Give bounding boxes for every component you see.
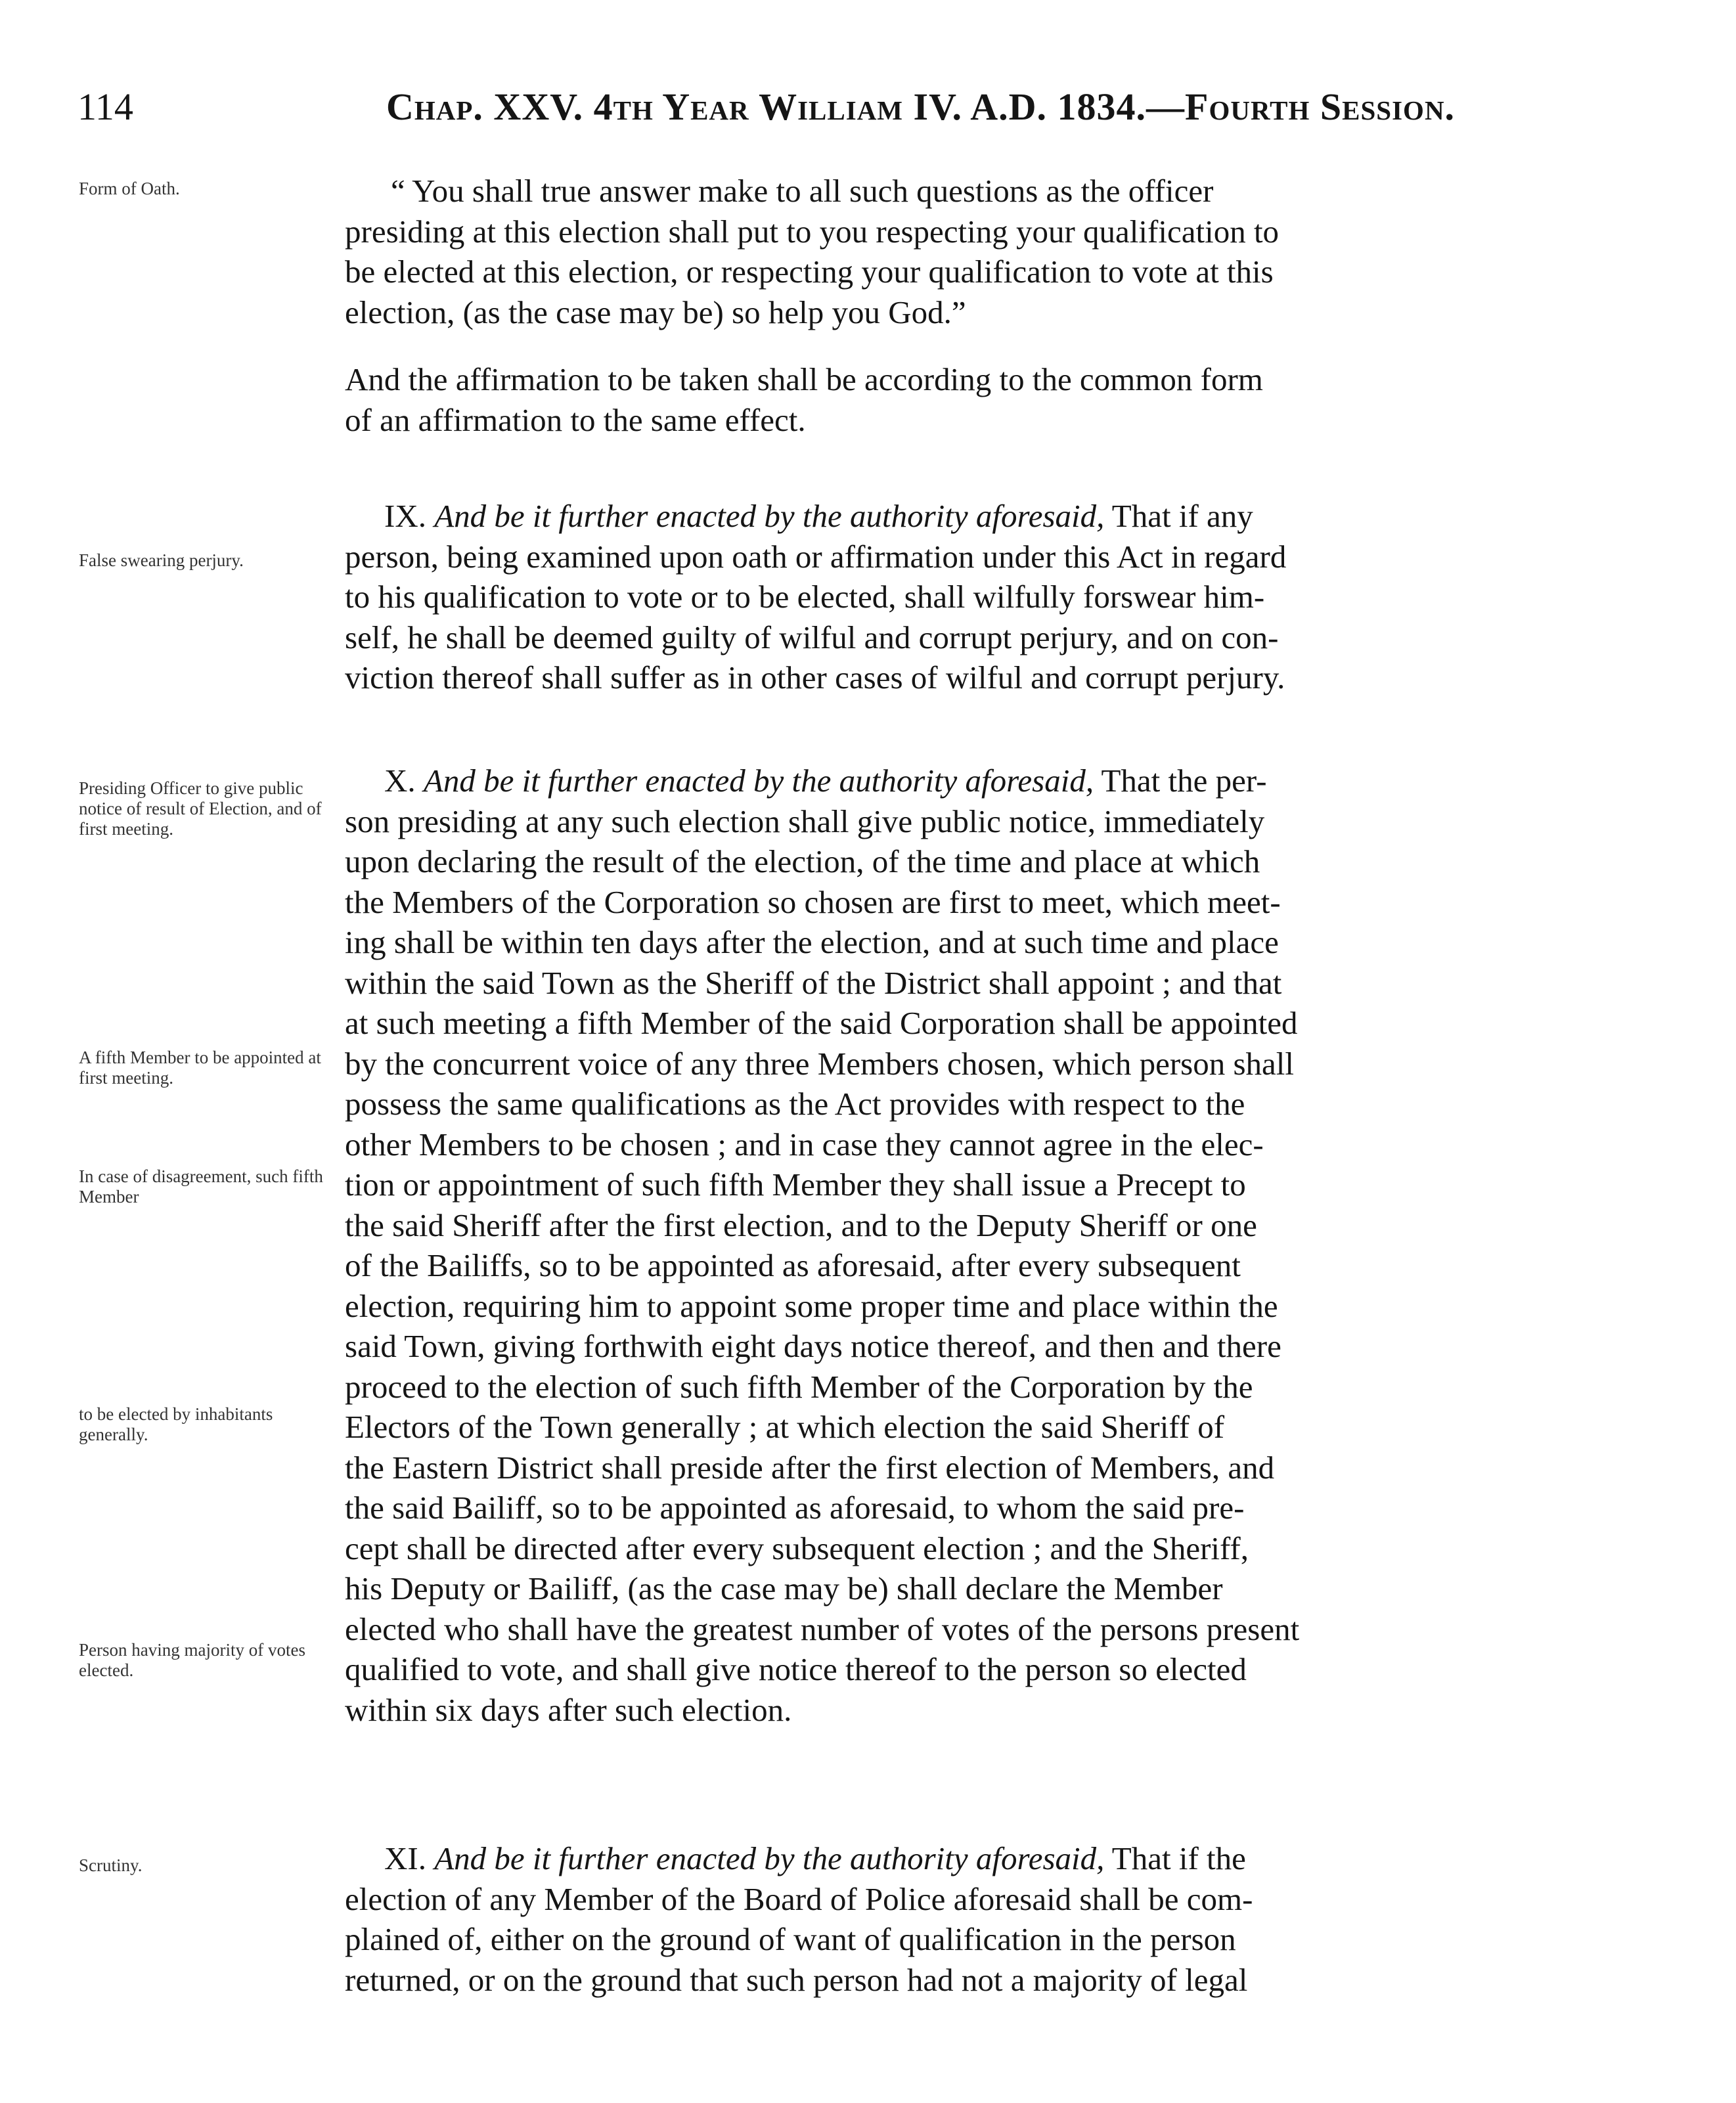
text-line: plained of, either on the ground of want of qualification in the person [345, 1921, 1236, 1957]
text-line: by the concurrent voice of any three Members chosen, which person shall [345, 1045, 1295, 1082]
section-x [345, 761, 1649, 1730]
text-line: viction thereof shall suffer as in other cases of wilful and corrupt perjury. [345, 659, 1285, 696]
section-first-line-rest: That if any [1111, 498, 1253, 534]
text-line: possess the same qualifications as the Act provides with respect to the [345, 1086, 1245, 1122]
section-first-line-rest: That the per- [1101, 763, 1267, 799]
running-head: Chap. XXV. 4th Year William IV. A.D. 1834.—Fourth Session. [386, 85, 1456, 128]
text-line: election, requiring him to appoint some proper time and place within the [345, 1287, 1278, 1324]
page-header [78, 77, 1654, 137]
text-line: election, (as the case may be) so help you God.” [345, 294, 966, 330]
text-line: the said Bailiff, so to be appointed as aforesaid, to whom the said pre- [345, 1490, 1245, 1526]
text-line: said Town, giving forthwith eight days notice thereof, and then and there [345, 1328, 1281, 1364]
text-line: tion or appointment of such fifth Member they shall issue a Precept to [345, 1166, 1246, 1203]
text-line: upon declaring the result of the election, of the time and place at which [345, 843, 1260, 879]
enacting-clause: And be it further enacted by the authority aforesaid, [423, 763, 1094, 799]
affirmation-paragraph [345, 359, 1649, 440]
section-number: XI. [384, 1840, 426, 1876]
text-line: the Members of the Corporation so chosen are first to meet, which meet- [345, 883, 1281, 920]
margin-note-majority-elected: Person having majority of votes elected. [79, 1640, 305, 1680]
section-ix [345, 496, 1649, 698]
text-line: of an affirmation to the same effect. [345, 401, 806, 438]
margin-note-form-of-oath: Form of Oath. [79, 179, 180, 198]
text-line: ing shall be within ten days after the election, and at such time and place [345, 924, 1279, 960]
margin-note-disagreement: In case of disagreement, such fifth Member [79, 1166, 323, 1206]
text-line: Electors of the Town generally ; at which election the said Sheriff of [345, 1409, 1225, 1445]
text-line: the Eastern District shall preside after the first election of Members, and [345, 1449, 1275, 1486]
text-line: son presiding at any such election shall give public notice, immediately [345, 803, 1265, 839]
text-line: “ You shall true answer make to all such questions as the officer [391, 173, 1214, 209]
margin-note-fifth-member: A fifth Member to be appointed at first meeting. [79, 1048, 321, 1088]
text-line: his Deputy or Bailiff, (as the case may be) shall declare the Member [345, 1570, 1223, 1606]
margin-note-elected-by-inhabitants: to be elected by inhabitants generally. [79, 1404, 273, 1444]
margin-note-false-swearing: False swearing perjury. [79, 550, 244, 570]
text-line: proceed to the election of such fifth Member of the Corporation by the [345, 1368, 1253, 1405]
section-x-first-line [345, 761, 1649, 801]
text-line: And the affirmation to be taken shall be according to the common form [345, 361, 1263, 397]
text-line: elected who shall have the greatest number of votes of the persons present [345, 1610, 1300, 1647]
text-line: presiding at this election shall put to you respecting your qualification to [345, 213, 1280, 250]
enacting-clause: And be it further enacted by the authority aforesaid, [434, 498, 1105, 534]
text-line: returned, or on the ground that such person had not a majority of legal [345, 1961, 1248, 1998]
text-line: self, he shall be deemed guilty of wilful and corrupt perjury, and on con- [345, 619, 1279, 655]
text-line: be elected at this election, or respecting your qualification to vote at this [345, 254, 1274, 290]
text-line: the said Sheriff after the first election, and to the Deputy Sheriff or one [345, 1206, 1257, 1243]
section-number: IX. [384, 498, 426, 534]
page-number: 114 [78, 85, 133, 128]
section-number: X. [384, 763, 416, 799]
section-first-line-rest: That if the [1111, 1840, 1246, 1876]
section-xi [345, 1838, 1649, 2000]
text-line: at such meeting a fifth Member of the said Corporation shall be appointed [345, 1005, 1298, 1041]
text-line: of the Bailiffs, so to be appointed as aforesaid, after every subsequent [345, 1247, 1241, 1283]
section-ix-first-line [345, 496, 1649, 537]
text-line: within six days after such election. [345, 1691, 792, 1728]
oath-paragraph [345, 171, 1649, 332]
text-line: within the said Town as the Sheriff of the District shall appoint ; and that [345, 964, 1282, 1001]
section-xi-first-line [345, 1838, 1649, 1879]
text-line: person, being examined upon oath or affirmation under this Act in regard [345, 538, 1287, 575]
text-line: qualified to vote, and shall give notice thereof to the person so elected [345, 1651, 1247, 1687]
text-line: to his qualification to vote or to be elected, shall wilfully forswear him- [345, 579, 1265, 615]
text-line: other Members to be chosen ; and in case they cannot agree in the elec- [345, 1126, 1264, 1162]
enacting-clause: And be it further enacted by the authority aforesaid, [434, 1840, 1105, 1876]
margin-note-presiding-officer: Presiding Officer to give public notice of result of Election, and of first meeting. [79, 778, 322, 839]
margin-note-scrutiny: Scrutiny. [79, 1855, 143, 1875]
text-line: cept shall be directed after every subsequent election ; and the Sheriff, [345, 1530, 1249, 1566]
text-line: election of any Member of the Board of Police aforesaid shall be com- [345, 1880, 1253, 1917]
